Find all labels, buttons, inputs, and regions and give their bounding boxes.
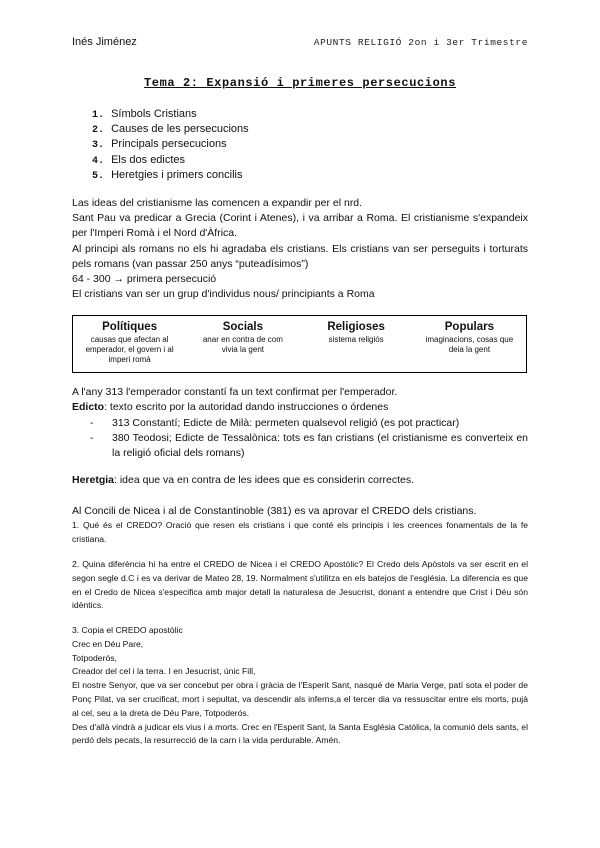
- causes-table: [72, 315, 527, 373]
- concilis-intro: Al Concili de Nicea i al de Constantinoble (381) es va aprovar el CREDO dels cristians.: [72, 505, 477, 517]
- credo-section: [72, 624, 528, 748]
- cause-politiques: Polítiques causas que afectan al emperador, el govern i al imperi romà: [85, 321, 174, 364]
- page-title: Tema 2: Expansió i primeres persecucions: [143, 76, 457, 90]
- toc-item-2: 2. Causes de les persecucions: [92, 123, 249, 137]
- toc-item-1: 1. Símbols Cristians: [92, 108, 197, 121]
- author-name: Inés Jiménez: [72, 36, 137, 48]
- question-2: 2. Quina diferència hi ha entre el CREDO de Nicea i el CREDO Apostòlic? El Credo dels Apòstols va ser escrit en el segon segle d.C i es va derivar de Mateo 28, 19. Normalment s'utilitza en els batejos de l'església. La diferencia es que en el Credo de Nicea s'especifica amb major detall la naturalesa de Jesucrist, donant a entendre que Crist i Déu són idèntics.: [72, 559, 528, 611]
- list-item: - 380 Teodosi; Edicte de Tessalònica: tots es fan cristians (el cristianisme es converteix en la religió oficial dels romans): [90, 432, 528, 460]
- course-label: APUNTS RELIGIÓ 2on i 3er Trimestre: [313, 37, 528, 48]
- toc-item-3: 3. Principals persecucions: [92, 138, 227, 152]
- intro-p3: Al principi als romans no els hi agradaba els cristians. Els cristians van ser perseguits i torturats pels romans (van passar 250 anys “puteadísimos”): [72, 242, 528, 270]
- cause-socials: Socials anar en contra de com vivia la gent: [202, 321, 283, 354]
- intro-p5: El cristians van ser un grup d'individus nous/ principiants a Roma: [72, 288, 375, 301]
- cause-populars: Populars imaginacions, cosas que deia la gent: [425, 321, 514, 354]
- credo-line-1: Crec en Déu Pare,: [72, 638, 144, 649]
- intro-p1: Las ideas del cristianisme las comencen a expandir per el nrd.: [72, 197, 363, 209]
- credo-line-2: Totpoderós,: [72, 652, 117, 663]
- toc-item-4: 4. Els dos edictes: [92, 153, 186, 167]
- intro-p2: Sant Pau va predicar a Grecia (Corint i Atenes), i va arribar a Roma. El cristianisme s'expandeix per l'Imperi Romà i el Nord d'Àfrica.: [72, 212, 528, 240]
- heretgia-definition: Heretgia: idea que va en contra de les idees que es considerin correctes.: [72, 474, 415, 486]
- credo-paragraph-2: Des d'allà vindrà a judicar els vius i a morts. Crec en l'Esperit Sant, la Santa Església Catòlica, la comunió dels sants, el perdó dels pecats, la resurrecció de la carn i la vida perdurable. Amén.: [72, 721, 528, 746]
- edicts-section: [72, 385, 528, 415]
- edicto-definition: Edicto: texto escrito por la autoridad dando instrucciones o órdenes: [72, 401, 389, 414]
- intro-section: [72, 196, 528, 302]
- cause-religioses: Religioses sistema religiós: [327, 321, 385, 344]
- table-of-contents: [92, 107, 249, 183]
- question-3: 3. Copia el CREDO apostòlic: [72, 625, 183, 635]
- credo-paragraph-1: El nostre Senyor, que va ser concebut per obra i gràcia de l'Esperit Sant, nasqué de Maria Verge, patí sota el poder de Ponç Pilat, va ser crucificat, mort i sepultat, va descendir als inferns,a el tercer dia va ressuscitar entre els morts, pujà al cel, seu a la dreta de Déu Pare, Totpoderós.: [72, 680, 528, 718]
- toc-item-5: 5. Heretgies i primers concilis: [92, 168, 243, 182]
- list-item: - 313 Constantí; Edicte de Milà: permeten qualsevol religió (es pot practicar): [90, 417, 460, 429]
- question-1: 1. Qué és el CREDO? Oració que resen els cristians i que conté els principis i les creences fonamentals de la fe cristiana.: [72, 520, 528, 544]
- credo-line-3: Creador del cel i la terra. I en Jesucrist, únic Fill,: [72, 666, 256, 677]
- edicts-list: [90, 416, 528, 462]
- intro-p4: 64 - 300 → primera persecució: [72, 273, 217, 286]
- edicts-intro: A l'any 313 l'emperador constantí fa un text confirmat per l'emperador.: [72, 386, 398, 398]
